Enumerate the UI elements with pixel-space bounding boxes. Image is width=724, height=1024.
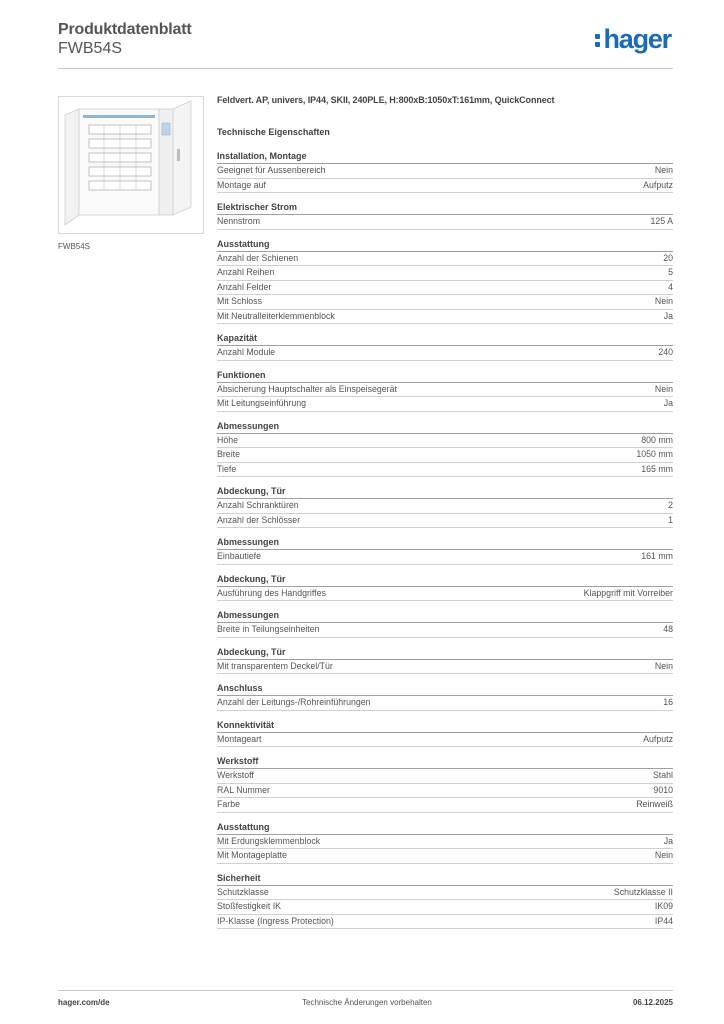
property-section xyxy=(217,238,673,325)
property-value: Nein xyxy=(654,660,673,671)
property-label: Anzahl Schranktüren xyxy=(217,500,299,510)
property-section xyxy=(217,369,673,412)
section-title: Abdeckung, Tür xyxy=(217,485,673,499)
property-label: Geeignet für Aussenbereich xyxy=(217,165,326,175)
property-row xyxy=(217,835,673,850)
logo-colon-icon xyxy=(595,34,602,48)
property-section xyxy=(217,536,673,565)
property-row xyxy=(217,346,673,361)
property-value: Nein xyxy=(654,165,673,175)
property-row xyxy=(217,900,673,915)
product-image xyxy=(58,96,204,234)
property-row xyxy=(217,164,673,179)
property-label: Mit Neutralleiterklemmenblock xyxy=(217,310,335,321)
property-label: IP-Klasse (Ingress Protection) xyxy=(217,915,334,926)
property-row xyxy=(217,769,673,784)
section-title: Installation, Montage xyxy=(217,150,673,164)
property-label: Anzahl der Schlösser xyxy=(217,514,301,525)
property-section xyxy=(217,150,673,193)
property-row xyxy=(217,798,673,813)
property-row xyxy=(217,623,673,638)
footer-notice: Technische Änderungen vorbehalten xyxy=(302,998,432,1007)
property-section xyxy=(217,682,673,711)
property-section xyxy=(217,485,673,528)
property-value: Nein xyxy=(654,850,673,860)
property-label: Nennstrom xyxy=(217,216,261,226)
property-label: Anzahl Module xyxy=(217,347,276,357)
property-value: IP44 xyxy=(654,915,673,926)
property-value: Nein xyxy=(654,383,673,394)
property-value: 2 xyxy=(668,500,673,510)
property-row xyxy=(217,587,673,602)
property-row xyxy=(217,784,673,799)
property-value: Ja xyxy=(663,835,673,846)
property-value: 4 xyxy=(668,281,673,292)
property-value: 5 xyxy=(668,267,673,277)
section-title: Kapazität xyxy=(217,332,673,346)
property-section xyxy=(217,609,673,638)
property-value: 800 mm xyxy=(641,434,673,445)
property-row xyxy=(217,660,673,675)
footer-date: 06.12.2025 xyxy=(632,998,673,1007)
section-title: Abmessungen xyxy=(217,609,673,623)
property-row xyxy=(217,696,673,711)
property-value: 165 mm xyxy=(641,463,673,474)
property-value: Ja xyxy=(663,398,673,408)
property-row xyxy=(217,397,673,412)
section-title: Elektrischer Strom xyxy=(217,201,673,215)
property-row xyxy=(217,915,673,930)
logo-text: hager xyxy=(603,24,671,54)
property-label: Mit transparentem Deckel/Tür xyxy=(217,660,333,671)
property-row xyxy=(217,550,673,565)
section-title: Abmessungen xyxy=(217,536,673,550)
property-label: RAL Nummer xyxy=(217,784,270,795)
property-value: IK09 xyxy=(654,901,673,911)
property-label: Mit Schloss xyxy=(217,296,262,306)
property-section xyxy=(217,420,673,478)
property-label: Ausführung des Handgriffes xyxy=(217,587,326,598)
property-label: Einbautiefe xyxy=(217,551,262,561)
property-section xyxy=(217,573,673,602)
property-row xyxy=(217,383,673,398)
property-value: 1 xyxy=(668,514,673,525)
property-label: Mit Montageplatte xyxy=(217,850,287,860)
property-row xyxy=(217,310,673,325)
property-row xyxy=(217,448,673,463)
property-label: Stoßfestigkeit IK xyxy=(217,901,282,911)
property-section xyxy=(217,646,673,675)
property-row xyxy=(217,215,673,230)
section-title: Abdeckung, Tür xyxy=(217,646,673,660)
property-value: Schutzklasse II xyxy=(613,886,673,897)
distribution-cabinet-illustration xyxy=(59,97,203,233)
property-label: Mit Erdungsklemmenblock xyxy=(217,835,321,846)
property-section xyxy=(217,332,673,361)
page-footer xyxy=(58,990,673,1013)
image-caption: FWB54S xyxy=(58,242,91,251)
page-header xyxy=(58,20,673,69)
property-label: Anzahl Reihen xyxy=(217,267,275,277)
property-label: Breite in Teilungseinheiten xyxy=(217,624,320,634)
property-label: Montage auf xyxy=(217,179,266,190)
property-label: Montageart xyxy=(217,733,262,744)
property-row xyxy=(217,434,673,449)
product-code: FWB54S xyxy=(58,40,123,57)
property-section xyxy=(217,872,673,930)
section-title: Sicherheit xyxy=(217,872,673,886)
property-section xyxy=(217,719,673,748)
section-title: Funktionen xyxy=(217,369,673,383)
property-row xyxy=(217,733,673,748)
property-value: 240 xyxy=(658,347,673,357)
tech-properties-title: Technische Eigenschaften xyxy=(217,127,330,137)
property-label: Tiefe xyxy=(217,463,237,474)
property-value: Klappgriff mit Vorreiber xyxy=(583,587,673,598)
property-label: Farbe xyxy=(217,799,240,809)
property-label: Anzahl Felder xyxy=(217,281,272,292)
properties-list xyxy=(217,150,673,929)
property-value: Aufputz xyxy=(643,733,673,744)
property-row xyxy=(217,179,673,194)
property-row xyxy=(217,849,673,864)
section-title: Abdeckung, Tür xyxy=(217,573,673,587)
property-value: 9010 xyxy=(653,784,673,795)
footer-website: hager.com/de xyxy=(58,998,110,1007)
property-value: 1050 mm xyxy=(636,449,673,459)
property-label: Absicherung Hauptschalter als Einspeisegerät xyxy=(217,383,397,394)
property-section xyxy=(217,201,673,230)
property-label: Anzahl der Leitungs-/Rohreinführungen xyxy=(217,697,371,707)
property-row xyxy=(217,252,673,267)
property-value: Aufputz xyxy=(643,179,673,190)
section-title: Anschluss xyxy=(217,682,673,696)
product-description: Feldvert. AP, univers, IP44, SKII, 240PLE, H:800xB:1050xT:161mm, QuickConnect xyxy=(217,95,555,105)
property-label: Höhe xyxy=(217,434,239,445)
property-section xyxy=(217,755,673,813)
section-title: Abmessungen xyxy=(217,420,673,434)
property-value: 161 mm xyxy=(641,551,673,561)
property-row xyxy=(217,463,673,478)
property-row xyxy=(217,295,673,310)
property-label: Schutzklasse xyxy=(217,886,269,897)
hager-logo xyxy=(595,26,671,53)
property-row xyxy=(217,266,673,281)
section-title: Werkstoff xyxy=(217,755,673,769)
property-section xyxy=(217,821,673,864)
property-label: Mit Leitungseinführung xyxy=(217,398,307,408)
property-row xyxy=(217,499,673,514)
property-value: 16 xyxy=(663,697,673,707)
page-title: Produktdatenblatt xyxy=(58,21,192,38)
property-value: 20 xyxy=(663,252,673,263)
property-row xyxy=(217,886,673,901)
property-value: Ja xyxy=(663,310,673,321)
property-value: Nein xyxy=(654,296,673,306)
section-title: Konnektivität xyxy=(217,719,673,733)
property-label: Breite xyxy=(217,449,240,459)
property-row xyxy=(217,281,673,296)
product-data-content xyxy=(217,92,673,929)
property-value: Stahl xyxy=(652,770,673,780)
property-label: Anzahl der Schienen xyxy=(217,252,299,263)
section-title: Ausstattung xyxy=(217,821,673,835)
property-row xyxy=(217,514,673,529)
property-value: 125 A xyxy=(650,216,673,226)
property-label: Werkstoff xyxy=(217,770,254,780)
property-value: 48 xyxy=(663,624,673,634)
property-value: Reinweiß xyxy=(636,799,673,809)
section-title: Ausstattung xyxy=(217,238,673,252)
